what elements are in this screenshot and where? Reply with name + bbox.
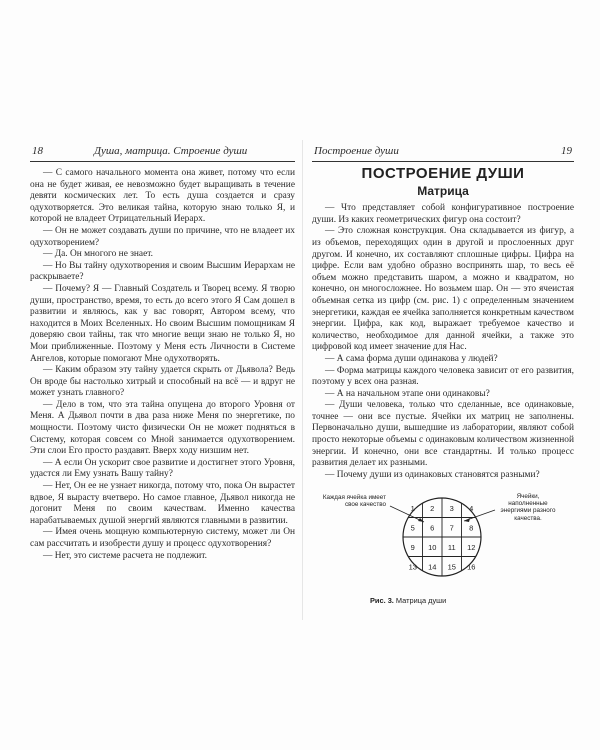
chapter-title: ПОСТРОЕНИЕ ДУШИ [361, 165, 525, 182]
left-page-header [30, 145, 295, 162]
matrix-cell-number: 7 [449, 523, 454, 533]
paragraph: — Нет, Он ее не узнает никогда, потому что, пока Он вырастет вдвое, Я вырасту вчетверо. Но самое главное, Дьявол никогда не догонит Меня по своим качествам. Именно качества нарабатываемых душой энергий являются главными в развитии. [30, 481, 295, 526]
right-page-number: 19 [561, 145, 572, 157]
section-title: Матрица [417, 183, 469, 198]
matrix-cell-number: 13 [408, 562, 417, 572]
matrix-cell-number: 11 [447, 542, 456, 552]
note-filled-cells: Ячейки, наполненные энергиями разного качества. [500, 493, 556, 522]
right-running-title: Построение души [314, 145, 399, 157]
paragraph: — С самого начального момента она живет, потому что если она не будет живая, ее невозможно будет выращивать в течение девяти космических лет. То есть душа создается и сразу одухотворяется. Это великая тайна, которую знаю только Я, и которой не владеет Отрицательный Иерарх. [30, 168, 295, 225]
matrix-circle-grid [403, 498, 481, 576]
arrow-head-left [418, 518, 424, 522]
paragraph: — Он не может создавать души по причине, что не владеет их одухотворением? [30, 225, 295, 248]
matrix-cell-number: 15 [447, 562, 456, 572]
figure-caption-text: Матрица души [395, 596, 447, 605]
matrix-cell-number: 1 [410, 503, 415, 513]
paragraph: — Нет, это системе расчета не подлежит. [43, 550, 207, 561]
arrow-head-right [464, 518, 470, 522]
matrix-cell-number: 9 [410, 542, 415, 552]
matrix-cell-number: 16 [467, 562, 476, 572]
paragraph: — Дело в том, что эта тайна опущена до второго Уровня от Меня. А Дьявол почти в два раза ниже Меня по энергетике, по мощности. Поэтому чисто физически Он не может подняться в Систему, которая совсем со Мной занимается одухотворением. Эти слои Его просто раздавят. Вверх ходу низшим нет. [30, 399, 295, 457]
matrix-cell-number: 8 [469, 523, 474, 533]
matrix-cell-number: 12 [467, 542, 476, 552]
figure-caption [370, 596, 446, 605]
paragraph: — Это сложная конструкция. Она складывается из фигур, а из объемов, переходящих один в другой и прослоенных друг другом. И конечно, их составляют сплошные цифры. Цифра на цифре. Если вам удобно образно воспринять шар, то весь её объем можно представить шаром, а можно и квадратом, но конечно, он многосложнее. Но возьмем шар. Он — это ячеистая объемная сетка из цифр (см. рис. 1) с определенным значением энергетики, каждая ее ячейка заполняется конкретным качеством энергии. Цифра, как код, выражает требуемое качество и количество, необходимое для данной ячейки, а также это цифровой код имеет значение для Нас. [312, 226, 574, 353]
left-page-body [30, 168, 295, 562]
paragraph: — Души человека, только что сделанные, все одинаковые, точнее — они все пустые. Ячейки их матриц не заполнены. Первоначально души, вышедшие из лаборатории, являют собой просто некоторые объемы с одинаковым количеством жизненной энергии. И конечно, они все стандартны. И только процесс развития делает их разными. [312, 400, 574, 469]
matrix-cell-number: 5 [410, 523, 415, 533]
left-page [30, 145, 295, 615]
paragraph: — А если Он ускорит свое развитие и достигнет этого Уровня, удастся ли Ему узнать Вашу тайну? [30, 457, 295, 480]
matrix-cell-number: 6 [430, 523, 435, 533]
paragraph: — А сама форма души одинакова у людей? [325, 353, 498, 364]
paragraph: — Что представляет собой конфигуративное построение души. Из каких геометрических фигур она состоит? [312, 203, 574, 225]
matrix-cell-number: 3 [449, 503, 454, 513]
matrix-figure [312, 490, 574, 615]
paragraph: — Да. Он многого не знает. [43, 249, 153, 260]
left-running-title: Душа, матрица. Строение души [94, 145, 248, 157]
matrix-cell-number: 2 [430, 503, 435, 513]
right-page [312, 145, 574, 615]
matrix-cell-number: 10 [428, 542, 437, 552]
paragraph: — Но Вы тайну одухотворения и своим Высшим Иерархам не раскрываете? [30, 260, 295, 283]
matrix-cell-number: 4 [469, 503, 474, 513]
note-cell-quality: Каждая ячейка имеет свое качество [322, 494, 386, 509]
left-page-number: 18 [32, 145, 43, 157]
paragraph: — Форма матрицы каждого человека зависит от его развития, поэтому у всех она разная. [312, 365, 574, 388]
paragraph: — Имея очень мощную компьютерную систему, может ли Он сам рассчитать и изобрести душу и процесс одухотворения? [30, 527, 295, 549]
right-page-header [312, 145, 574, 162]
paragraph: — А на начальном этапе они одинаковы? [325, 388, 490, 399]
figure-caption-label: Рис. 3. [370, 596, 394, 605]
paragraph: — Каким образом эту тайну удается скрыть от Дьявола? Ведь Он вроде бы настолько хитрый и способный на всё — и вдруг не может узнать главного? [30, 365, 295, 399]
page-gutter [302, 140, 303, 620]
paragraph: — Почему души из одинаковых становятся разными? [325, 469, 540, 480]
matrix-cell-number: 14 [428, 562, 437, 572]
right-page-body [312, 165, 574, 481]
paragraph: — Почему? Я — Главный Создатель и Творец всему. Я творю души, пространство, время, то есть до всего этого Я Сам дошел в развитии и являюсь, как у вас говорят, Автором всему, что находится в Моих Вселенных. Но своим Высшим помощникам Я доверяю свои тайны, так что многие вещи знаю не только Я, но Мои приближенные. Поэтому у Меня есть Личности в Системе Ангелов, которые помогают Мне одухотворять. [30, 283, 295, 364]
